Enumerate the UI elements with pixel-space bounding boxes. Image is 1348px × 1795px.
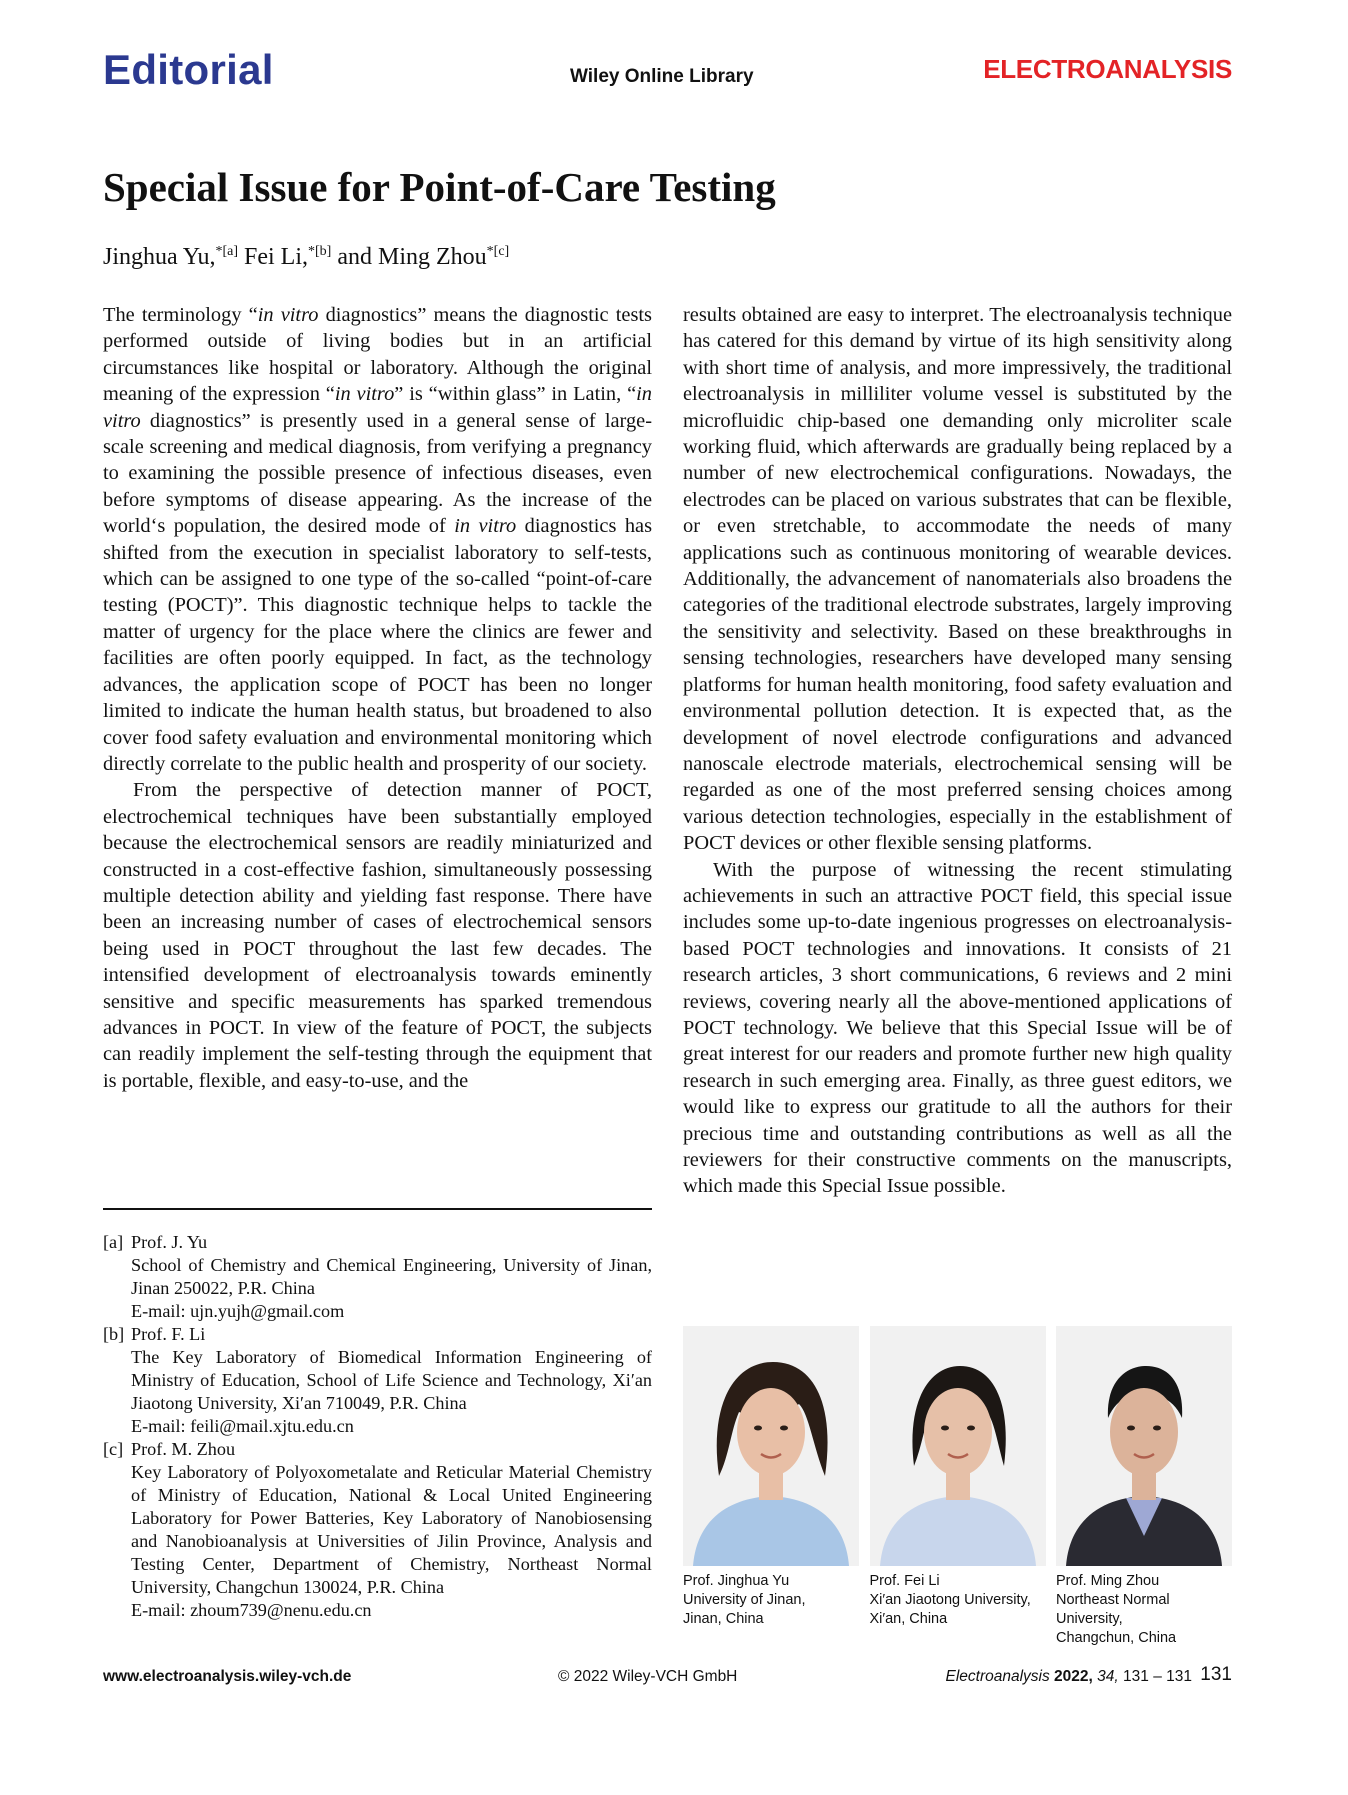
italic-term: in vitro [257, 304, 319, 326]
editor-photos [683, 1326, 1232, 1648]
portrait-image [683, 1326, 859, 1566]
affiliation-line: School of Chemistry and Chemical Engineering, University of Jinan, Jinan 250022, P.R. China [131, 1255, 652, 1298]
body-column-left [103, 302, 652, 1094]
caption-line: Changchun, China [1056, 1630, 1177, 1646]
text-run: diagnostics” is presently used in a general sense of large-scale screening and medical diagnosis, from verifying a pregnancy to examining the possible presence of infectious diseases, even before symptoms of disease appearing. As the increase of the world‘s population, the desired mode of [103, 409, 652, 538]
caption-line: Xi′an, China [869, 1611, 948, 1627]
caption-line: Northeast Normal University, [1056, 1592, 1170, 1627]
author-name: Fei Li, [244, 244, 308, 270]
caption-line: Jinan, China [683, 1611, 764, 1627]
editor-caption [683, 1572, 859, 1629]
affiliation [103, 1323, 652, 1438]
text-run: diagnostics” means the diagnostic tests performed outside of living bodies but in an artificial circumstances like hospital or laboratory. Although the original meaning of the expression “ [103, 304, 652, 406]
body-paragraph [103, 777, 652, 1094]
italic-term: in vitro [103, 383, 653, 432]
portrait-eye-left [754, 1426, 762, 1431]
affiliation [103, 1231, 652, 1323]
portrait-image [1056, 1326, 1232, 1566]
caption-line: Xi′an Jiaotong University, [869, 1592, 1031, 1608]
footnote-divider [103, 1208, 652, 1210]
journal-logo: ELECTROANALYSIS [983, 54, 1232, 84]
affiliation-line: Prof. J. Yu [131, 1232, 208, 1252]
affiliation-email: E-mail: feili@mail.xjtu.edu.cn [131, 1416, 354, 1436]
affiliation-line: Prof. F. Li [131, 1324, 206, 1344]
citation-volume: 34, [1097, 1668, 1119, 1685]
page-number: 131 [1200, 1664, 1232, 1685]
text-run: results obtained are easy to interpret. The electroanalysis technique has catered for this demand by virtue of its high sensitivity along with short time of analysis, and more impressively, the traditional electroanalysis in milliliter volume vessel is substituted by the microfluidic chip-based one demanding only microliter scale working fluid, which afterwards are gradually being replaced by a number of new electrochemical configurations. Nowadays, the electrodes can be placed on various substrates that can be flexible, or even stretchable, to accommodate the needs of many applications such as continuous monitoring of wearable devices. Additionally, the advancement of nanomaterials also broadens the categories of the traditional electrode substrates, largely improving the sensitivity and selectivity. Based on these breakthroughs in sensing technologies, researchers have developed many sensing platforms for human health monitoring, food safety evaluation and environmental pollution detection. It is expected that, as the development of novel electrode configurations and advanced nanoscale electrode materials, electrochemical sensing will be regarded as one of the most preferred sensing choices among various detection technologies, especially in the establishment of POCT devices or other flexible sensing platforms. [683, 304, 1232, 855]
citation-year: 2022, [1054, 1668, 1093, 1685]
portrait-face [1110, 1388, 1178, 1476]
article-title: Special Issue for Point-of-Care Testing [103, 164, 776, 210]
author-affiliation-mark: *[b] [308, 244, 332, 259]
portrait-eye-left [941, 1426, 949, 1431]
section-label: Editorial [103, 46, 274, 93]
text-run: The terminology “ [103, 304, 258, 326]
affiliation-line: The Key Laboratory of Biomedical Information Engineering of Ministry of Education, School of Life Science and Technology, Xi′an Jiaotong University, Xi′an 710049, P.R. China [131, 1347, 652, 1413]
author-list [103, 244, 509, 271]
italic-term: in vitro [454, 515, 517, 538]
affiliation-email: E-mail: ujn.yujh@gmail.com [131, 1301, 345, 1321]
author-affiliation-mark: *[c] [486, 244, 510, 259]
affiliation-tag: [c] [103, 1439, 124, 1459]
citation-pages: 131 – 131 [1123, 1668, 1192, 1685]
portrait-image [870, 1326, 1046, 1566]
editor-photo-card [683, 1326, 859, 1648]
affiliation-line: Key Laboratory of Polyoxometalate and Reticular Material Chemistry of Ministry of Education, National & Local United Engineering Laboratory for Power Batteries, Key Laboratory of Nanobiosensing and Nanobioanalysis at Universities of Jilin Province, Analysis and Testing Center, Department of Chemistry, Northeast Normal University, Changchun 130024, P.R. China [131, 1462, 652, 1597]
editor-portrait [1056, 1326, 1232, 1566]
affiliations [103, 1231, 652, 1622]
text-run: diagnostics has shifted from the execution in specialist laboratory to self-tests, which can be assigned to one type of the so-called “point-of-care testing (POCT)”. This diagnostic technique helps to tackle the matter of urgency for the place where the clinics are fewer and facilities are often poorly equipped. In fact, as the technology advances, the application scope of POCT has been no longer limited to indicate the human health status, but broadened to also cover food safety evaluation and environmental monitoring which directly correlate to the public health and prosperity of our society. [103, 515, 653, 775]
affiliation [103, 1438, 652, 1622]
citation-journal: Electroanalysis [945, 1668, 1050, 1685]
caption-line: Prof. Ming Zhou [1056, 1573, 1160, 1589]
editor-caption [1056, 1572, 1232, 1648]
text-run: From the perspective of detection manner of POCT, electrochemical techniques have been substantially employed because the electrochemical sensors are readily miniaturized and constructed in a cost-effective fashion, simultaneously possessing multiple detection ability and yielding fast response. There have been an increasing number of cases of electrochemical sensors being used in POCT throughout the last few decades. The intensified development of electroanalysis towards eminently sensitive and specific measurements has sparked tremendous advances in POCT. In view of the feature of POCT, the subjects can readily implement the self-testing through the equipment that is portable, flexible, and easy-to-use, and the [103, 779, 652, 1092]
affiliation-line: Prof. M. Zhou [131, 1439, 236, 1459]
affiliation-email: E-mail: zhoum739@nenu.edu.cn [131, 1600, 372, 1620]
portrait-eye-left [1127, 1426, 1135, 1431]
caption-line: Prof. Fei Li [869, 1573, 940, 1589]
editor-photo-card [1056, 1326, 1232, 1648]
caption-line: University of Jinan, [683, 1592, 806, 1608]
body-paragraph [683, 857, 1232, 1200]
portrait-face [924, 1388, 992, 1476]
author-name: Ming Zhou [377, 244, 487, 270]
body-column-right [683, 302, 1232, 1200]
editor-caption [870, 1572, 1046, 1629]
author-separator: and [331, 244, 378, 270]
portrait-eye-right [967, 1426, 975, 1431]
footer-citation [945, 1668, 1192, 1686]
text-run: With the purpose of witnessing the recent stimulating achievements in such an attractive POCT field, this special issue includes some up-to-date ingenious progresses on electroanalysis-based POCT technologies and innovations. It consists of 21 research articles, 3 short communications, 6 reviews and 2 mini reviews, covering nearly all the above-mentioned applications of POCT technology. We believe that this Special Issue will be of great interest for our readers and promote further new high quality research in such emerging area. Finally, as three guest editors, we would like to express our gratitude to all the authors for their precious time and outstanding contributions as well as all the reviewers for their constructive comments on the manuscripts, which made this Special Issue possible. [683, 858, 1232, 1198]
caption-line: Prof. Jinghua Yu [683, 1573, 790, 1589]
portrait-eye-right [1153, 1426, 1161, 1431]
portrait-face [737, 1388, 805, 1476]
text-run: ” is “within glass” in Latin, “ [394, 383, 637, 406]
portrait-eye-right [780, 1426, 788, 1431]
author-affiliation-mark: *[a] [215, 244, 238, 259]
editor-portrait [683, 1326, 859, 1566]
body-paragraph [683, 302, 1232, 857]
publisher-label[interactable]: Wiley Online Library [570, 66, 754, 87]
footer-url[interactable]: www.electroanalysis.wiley-vch.de [103, 1668, 352, 1685]
italic-term: in vitro [334, 383, 395, 406]
affiliation-tag: [b] [103, 1324, 125, 1344]
author-name: Jinghua Yu, [103, 244, 216, 270]
footer-copyright: © 2022 Wiley-VCH GmbH [558, 1668, 738, 1685]
affiliation-tag: [a] [103, 1232, 124, 1252]
editor-photo-card [870, 1326, 1046, 1648]
body-paragraph [103, 302, 652, 777]
editor-portrait [870, 1326, 1046, 1566]
